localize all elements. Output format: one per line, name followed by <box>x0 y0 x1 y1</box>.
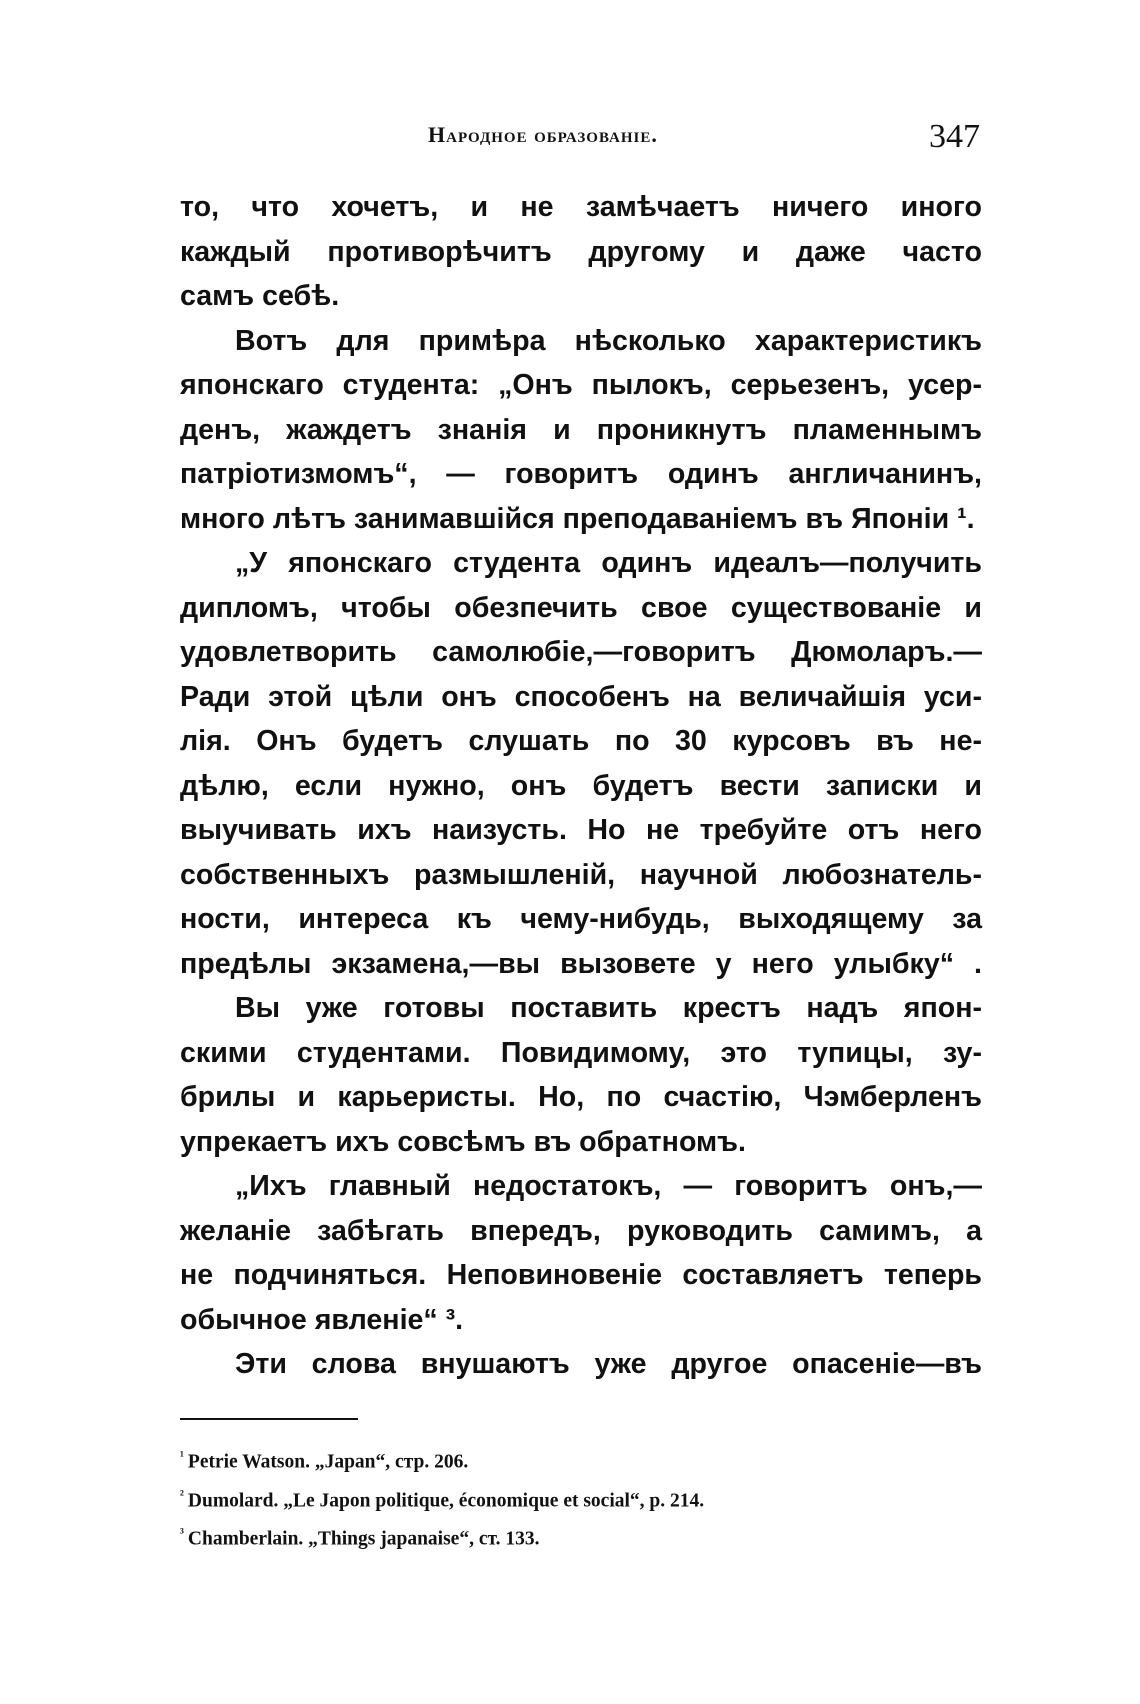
text-line: обычное явленіе“ ³. <box>180 1303 464 1336</box>
footnote-text: Chamberlain. „Things japanaise“, ст. 133. <box>187 1528 540 1550</box>
text-line: брилы и карьеристы. Но, по счастію, Чэмберленъ <box>180 1081 982 1113</box>
text-line: дипломъ, чтобы обезпечить свое существованіе и <box>180 591 982 624</box>
text-line: самъ себѣ. <box>180 280 340 312</box>
text-line: то, что хочетъ, и не замѣчаетъ ничего иного <box>180 191 982 223</box>
text-line: японскаго студента: „Онъ пылокъ, серьезенъ, усер- <box>180 369 982 401</box>
text-line: каждый противорѣчитъ другому и даже часто <box>180 235 982 268</box>
footnote-mark: ² <box>180 1486 184 1502</box>
footnote-mark: ¹ <box>180 1448 184 1463</box>
body-text <box>180 185 982 1387</box>
text-line: лія. Онъ будетъ слушать по 30 курсовъ въ не- <box>180 725 982 757</box>
text-line: упрекаетъ ихъ совсѣмъ въ обратномъ. <box>180 1125 746 1158</box>
text-line: патріотизмомъ“, — говоритъ одинъ англичанинъ, <box>180 458 982 490</box>
footnote-text: Petrie Watson. „Japan“, стр. 206. <box>187 1451 469 1473</box>
footnote <box>180 1479 704 1518</box>
text-line: скими студентами. Повидимому, это тупицы, зу- <box>180 1036 982 1069</box>
text-line: предѣлы экзамена,—вы вызовете у него улыбку“ . <box>180 947 982 980</box>
footnote-separator <box>180 1418 358 1420</box>
text-line: Вотъ для примѣра нѣсколько характеристикъ <box>235 324 982 357</box>
text-line: желаніе забѣгать впередъ, руководить самимъ, а <box>180 1214 982 1247</box>
text-line: Вы уже готовы поставить крестъ надъ япон- <box>235 992 982 1024</box>
text-line: ности, интереса къ чему-нибудь, выходящему за <box>180 903 982 935</box>
text-line: „У японскаго студента одинъ идеалъ—получить <box>235 547 982 579</box>
text-line: не подчиняться. Неповиновеніе составляетъ теперь <box>180 1259 982 1291</box>
footnote <box>180 1517 704 1556</box>
text-line: удовлетворить самолюбіе,—говоритъ Дюмоларъ.— <box>180 636 982 668</box>
text-line: денъ, жаждетъ знанія и проникнутъ пламеннымъ <box>180 413 982 446</box>
text-line: Эти слова внушаютъ уже другое опасеніе—въ <box>235 1348 982 1380</box>
text-line: выучивать ихъ наизусть. Но не требуйте отъ него <box>180 814 982 846</box>
page-number: 347 <box>929 118 980 155</box>
text-line: много лѣтъ занимавшійся преподаваніемъ въ Японіи ¹. <box>180 502 975 535</box>
footnote-text: Dumolard. „Le Japon politique, économique et social“, p. 214. <box>187 1490 705 1511</box>
page-header <box>180 118 980 158</box>
text-line: Ради этой цѣли онъ способенъ на величайшія уси- <box>180 680 982 713</box>
text-line: дѣлю, если нужно, онъ будетъ вести записки и <box>180 769 982 802</box>
running-title: Народное образованіе. <box>428 122 658 147</box>
footnotes <box>180 1440 704 1556</box>
footnote-mark: ³ <box>180 1525 184 1540</box>
footnote <box>180 1440 704 1479</box>
text-line: „Ихъ главный недостатокъ, — говоритъ онъ,— <box>235 1170 982 1202</box>
text-line: собственныхъ размышленій, научной любознатель- <box>180 858 982 891</box>
